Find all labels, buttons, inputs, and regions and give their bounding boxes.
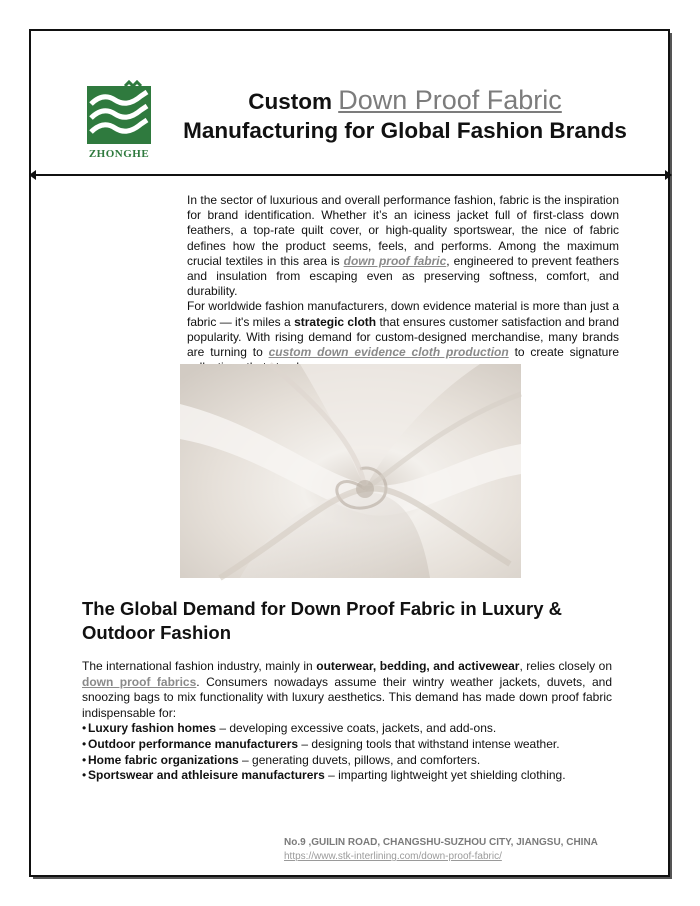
footer-address: No.9 ,GUILIN ROAD, CHANGSHU-SUZHOU CITY, JIANGSU, CHINA [284,837,598,848]
page-footer [284,836,604,864]
section-paragraph [82,659,612,721]
list-item-text: – designing tools that withstand intense weather. [298,736,560,751]
list-item-text: – developing excessive coats, jackets, and add-ons. [216,721,497,736]
list-item-text: – generating duvets, pillows, and comforters. [238,752,481,767]
section-text-run: . Consumers nowadays assume their wintry weather jackets, duvets, and snoozing bags to mix functionality with luxury aesthetics. This demand has made down proof fabric indispensable for: [82,674,613,720]
divider-arrow-right-icon [665,170,672,180]
intro-text-run: For worldwide fashion manufacturers, down evidence material is more than just a fabric — it's miles a [187,299,619,329]
bullet-icon: • [82,736,87,751]
title-prefix: Custom [248,89,339,114]
section-text-run: , relies closely on [519,659,613,673]
list-item [82,753,612,769]
list-item-bold: Sportswear and athleisure manufacturers [88,768,325,783]
zhonghe-logo [85,82,153,162]
intro-text-run: In the sector of luxurious and overall performance fashion, fabric is the inspiration for brand identification. Whether it’s an iciness jacket full of first-class down feathers, a top-rate quilt cover, or high-quality sportswear, the nice of fabric defines how the product seems, feels, and performs. Among the maximum crucial textiles in this area is [187,193,619,268]
intro-text-run: to create signature [514,345,620,360]
strategic-cloth-text: strategic cloth [294,314,377,329]
section-text-run: The international fashion industry, mainly in [82,659,317,673]
bullet-icon: • [82,752,87,767]
page-shadow-right [670,33,672,879]
list-item-bold: Home fabric organizations [88,752,239,767]
down-proof-fabrics-link[interactable]: down proof fabrics [82,674,197,689]
list-item-bold: Luxury fashion homes [88,721,217,736]
down-proof-fabric-link[interactable]: down proof fabric [343,253,447,268]
logo-mark-icon [85,82,153,146]
title-link[interactable]: Down Proof Fabric [338,85,562,115]
intro-text [187,193,619,366]
section-heading: The Global Demand for Down Proof Fabric in Luxury & Outdoor Fashion [82,598,563,643]
intro-text-run: , engineered to prevent feathers and insulation from escaping even as preserving softness, comfort, and durability. [187,253,620,299]
bullet-icon: • [82,721,87,736]
list-item [82,768,612,784]
logo-text: ZHONGHE [88,148,150,160]
list-item-text: – imparting lightweight yet shielding clothing. [324,768,566,783]
divider-arrow-left-icon [29,170,36,180]
list-item-bold: Outdoor performance manufacturers [88,736,299,751]
fabric-swirl-image [180,364,521,578]
footer-url-link[interactable]: https://www.stk-interlining.com/down-proof-fabric/ [284,851,502,862]
list-item [82,737,612,753]
page-title [180,86,630,145]
demand-list [82,721,612,783]
custom-down-evidence-link[interactable]: custom down evidence cloth production [268,345,509,360]
bullet-icon: • [82,768,87,783]
header-divider [31,174,671,176]
intro-paragraph-1 [187,193,619,299]
page-shadow-bottom [33,877,672,879]
intro-text-run: that ensures customer satisfaction and brand popularity. With rising demand for custom-designed merchandise, many brands are turning to [187,314,619,360]
section-bold-text: outerwear, bedding, and activewear [316,659,520,673]
title-rest: Manufacturing for Global Fashion Brands [183,118,627,143]
section-body [82,659,612,784]
list-item [82,721,612,737]
